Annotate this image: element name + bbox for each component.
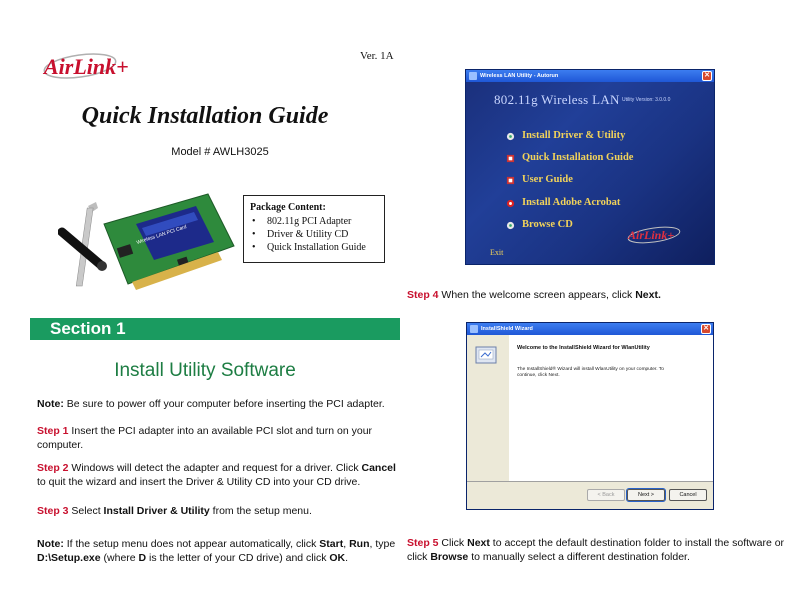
note-label: Note: xyxy=(37,538,64,550)
wizard-content-pane xyxy=(509,335,713,481)
note-text: is the letter of your CD drive) and click xyxy=(146,552,330,564)
run-term: Run xyxy=(349,538,370,550)
step-label: Step 2 xyxy=(37,462,69,474)
step-text: Click xyxy=(438,537,468,549)
step-label: Step 4 xyxy=(407,289,439,301)
page-title: Quick Installation Guide xyxy=(81,103,329,129)
package-content-box xyxy=(243,195,385,263)
section-label: Section 1 xyxy=(50,319,126,338)
step-label: Step 5 xyxy=(407,537,439,549)
installer-icon xyxy=(475,345,499,367)
install-icon xyxy=(506,132,515,141)
setup-window-title: Wireless LAN Utility - Autorun xyxy=(480,73,559,79)
wizard-body-text: The InstallShield® Wizard will install WlanUtility on your computer. To continue, click Next. xyxy=(517,367,664,378)
step-2 xyxy=(37,461,397,489)
setup-heading: 802.11g Wireless LAN xyxy=(494,92,620,107)
note-power-off xyxy=(37,397,397,411)
back-button[interactable]: < Back xyxy=(587,489,625,501)
step-text: to accept the default destination folder to install the software or click xyxy=(407,537,785,563)
step-5 xyxy=(407,536,787,564)
mini-logo-wordmark: AirLink+ xyxy=(628,228,675,242)
close-icon[interactable]: ✕ xyxy=(701,324,711,334)
note-text: Be sure to power off your computer before inserting the PCI adapter. xyxy=(63,398,385,410)
menu-quick-guide[interactable]: Quick Installation Guide xyxy=(522,152,634,163)
start-term: Start xyxy=(319,538,344,550)
next-term: Next xyxy=(467,537,490,549)
app-icon xyxy=(469,72,477,80)
exit-button[interactable]: Exit xyxy=(490,248,504,257)
cancel-button[interactable]: Cancel xyxy=(669,489,707,501)
card-label: Wireless LAN PCI Card xyxy=(135,224,188,246)
package-heading: Package Content: xyxy=(250,202,326,213)
setup-window-titlebar xyxy=(466,70,714,82)
step-text: Windows will detect the adapter and request for a driver. Click xyxy=(68,462,362,474)
wizard-side-panel xyxy=(467,335,509,481)
note-text: . xyxy=(345,552,349,564)
guide-icon xyxy=(506,154,515,163)
setup-path-term: D:\Setup.exe xyxy=(37,552,101,564)
logo-wordmark: AirLink+ xyxy=(44,54,129,79)
step-text: from the setup menu. xyxy=(209,505,312,517)
step-3 xyxy=(37,504,397,518)
next-button[interactable]: Next > xyxy=(627,489,665,501)
cancel-term: Cancel xyxy=(361,462,396,474)
user-guide-icon xyxy=(506,176,515,185)
step-label: Step 1 xyxy=(37,425,69,437)
close-icon[interactable]: ✕ xyxy=(702,71,712,81)
next-term: Next. xyxy=(635,289,661,301)
step-text: to manually select a different destination folder. xyxy=(468,551,690,563)
package-item: • Driver & Utility CD xyxy=(250,228,378,241)
menu-install-acrobat[interactable]: Install Adobe Acrobat xyxy=(522,197,621,208)
menu-install-driver[interactable]: Install Driver & Utility xyxy=(522,130,626,141)
note-text: , type xyxy=(369,538,396,550)
wizard-titlebar xyxy=(467,323,713,335)
app-icon xyxy=(470,325,478,333)
note-setup-menu xyxy=(37,537,399,565)
browse-cd-icon xyxy=(506,221,515,230)
step-text: Select xyxy=(68,505,104,517)
section-subtitle: Install Utility Software xyxy=(114,360,296,381)
install-driver-term: Install Driver & Utility xyxy=(103,505,210,517)
note-label: Note: xyxy=(37,398,64,410)
step-1 xyxy=(37,424,382,452)
setup-version: Utility Version: 3.0.0.0 xyxy=(622,97,671,103)
step-label: Step 3 xyxy=(37,505,69,517)
note-text: (where xyxy=(100,552,139,564)
note-text: If the setup menu does not appear automatically, click xyxy=(63,538,320,550)
airlink-mini-logo xyxy=(624,224,686,244)
model-number: Model # AWLH3025 xyxy=(171,146,269,158)
package-list xyxy=(250,215,378,254)
acrobat-icon xyxy=(506,199,515,208)
airlink-logo xyxy=(40,46,150,82)
step-4 xyxy=(407,288,787,302)
drive-letter-term: D xyxy=(138,552,147,564)
package-item: • Quick Installation Guide xyxy=(250,241,378,254)
step-text: to quit the wizard and insert the Driver & Utility CD into your CD drive. xyxy=(37,476,361,488)
installshield-window xyxy=(466,322,714,510)
version-label: Ver. 1A xyxy=(360,50,394,62)
wizard-title: InstallShield Wizard xyxy=(481,326,533,332)
note-text: , xyxy=(343,538,350,550)
pci-adapter-image xyxy=(58,188,236,300)
wizard-divider xyxy=(467,481,713,482)
menu-browse-cd[interactable]: Browse CD xyxy=(522,219,573,230)
step-text: When the welcome screen appears, click xyxy=(438,289,636,301)
wizard-welcome-text: Welcome to the InstallShield Wizard for WlanUtility xyxy=(517,345,650,351)
menu-user-guide[interactable]: User Guide xyxy=(522,174,573,185)
package-item: • 802.11g PCI Adapter xyxy=(250,215,378,228)
ok-term: OK xyxy=(329,552,346,564)
browse-term: Browse xyxy=(430,551,469,563)
step-text: Insert the PCI adapter into an available PCI slot and turn on your computer. xyxy=(37,425,373,451)
setup-menu-window xyxy=(465,69,715,265)
